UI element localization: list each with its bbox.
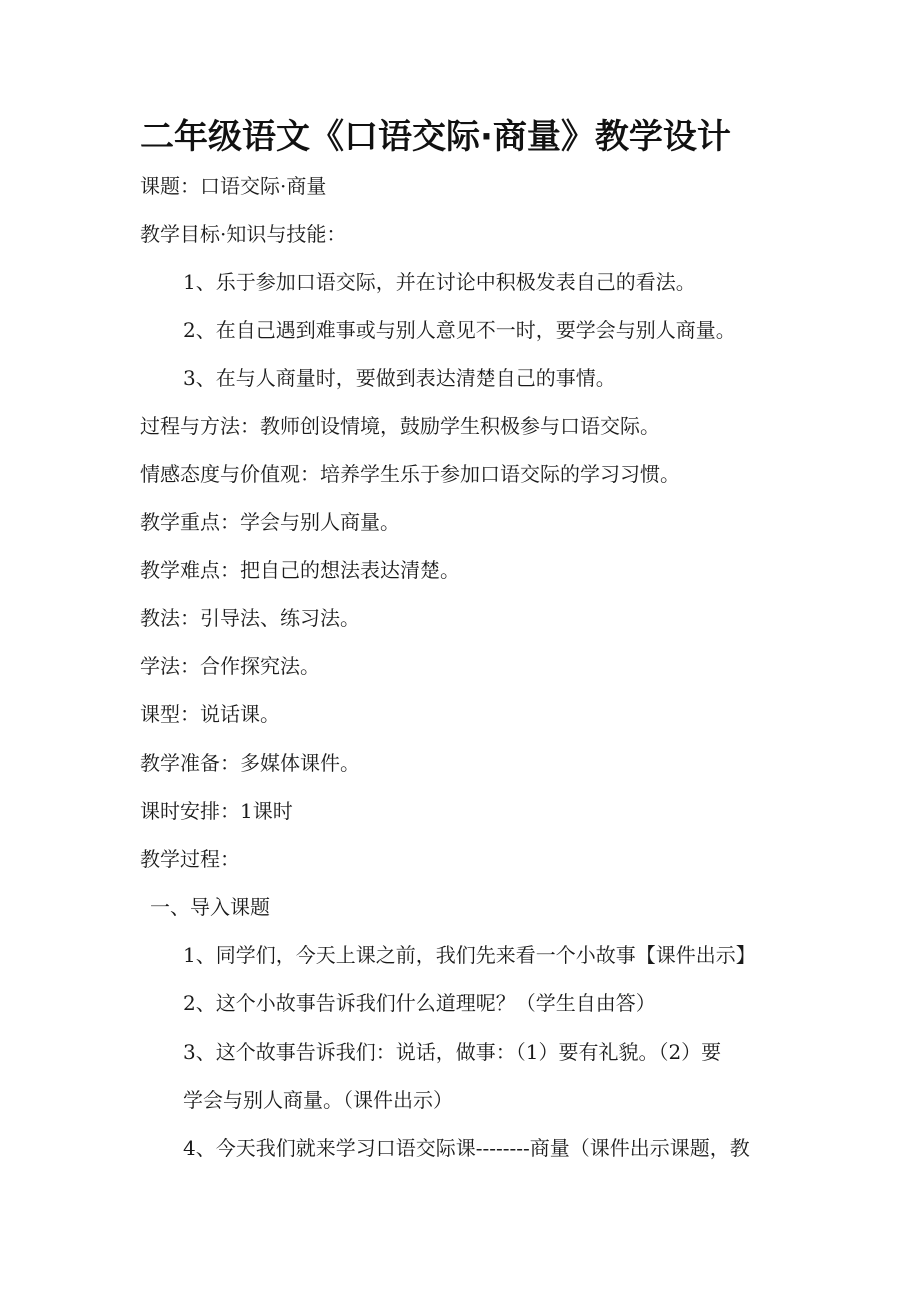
text-line: 1、同学们，今天上课之前，我们先来看一个小故事【课件出示】 <box>183 943 756 967</box>
text-line: 情感态度与价值观：培养学生乐于参加口语交际的学习习惯。 <box>140 462 680 486</box>
text-line: 课时安排：1课时 <box>140 799 293 823</box>
text-line: 2、在自己遇到难事或与别人意见不一时，要学会与别人商量。 <box>183 318 736 342</box>
text-line: 1、乐于参加口语交际，并在讨论中积极发表自己的看法。 <box>183 270 696 294</box>
text-line: 4、今天我们就来学习口语交际课--------商量（课件出示课题，教 <box>183 1136 750 1160</box>
text-line: 教学难点：把自己的想法表达清楚。 <box>140 558 460 582</box>
document-title: 二年级语文《口语交际·商量》教学设计 <box>140 117 731 157</box>
text-line: 课题：口语交际·商量 <box>140 174 327 198</box>
text-line: 学法：合作探究法。 <box>140 654 320 678</box>
text-line: 教学准备：多媒体课件。 <box>140 751 360 775</box>
text-line: 教学目标·知识与技能： <box>140 222 347 246</box>
section-heading: 一、导入课题 <box>150 895 270 919</box>
text-line: 学会与别人商量。（课件出示） <box>183 1088 453 1112</box>
text-line: 教学重点：学会与别人商量。 <box>140 510 400 534</box>
text-line: 过程与方法：教师创设情境，鼓励学生积极参与口语交际。 <box>140 414 660 438</box>
text-line: 教学过程： <box>140 847 240 871</box>
text-line: 课型：说话课。 <box>140 702 280 726</box>
text-line: 3、这个故事告诉我们：说话，做事：（1）要有礼貌。（2）要 <box>183 1040 722 1064</box>
text-line: 教法：引导法、练习法。 <box>140 606 360 630</box>
text-line: 2、这个小故事告诉我们什么道理呢？（学生自由答） <box>183 991 656 1015</box>
text-line: 3、在与人商量时，要做到表达清楚自己的事情。 <box>183 366 616 390</box>
